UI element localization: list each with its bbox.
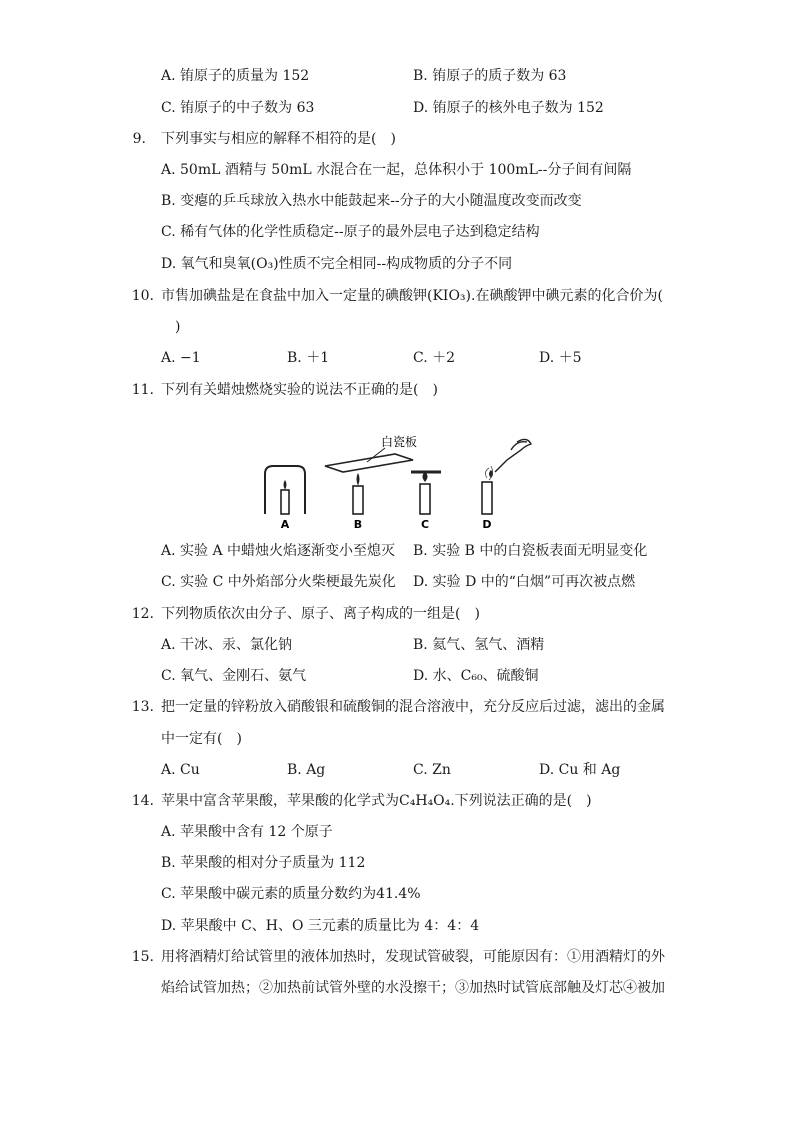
q9-option-c: C. 稀有气体的化学性质稳定--原子的最外层电子达到稳定结构 [161,224,540,240]
q8-option-c: C. 铕原子的中子数为 63 [161,100,315,116]
q9-number: 9. [132,131,146,147]
label-d: D [482,518,492,531]
q12-option-c: C. 氧气、金刚石、氨气 [161,668,307,684]
q10-option-a: A. −1 [161,350,201,366]
q10-option-c: C. ＋2 [413,350,456,366]
q13-number: 13. [131,699,154,715]
q11-option-a: A. 实验 A 中蜡烛火焰逐渐变小至熄灭 [161,543,396,559]
q13-option-c: C. Zn [413,762,451,778]
q9-option-d: D. 氧气和臭氧(O₃)性质不完全相同--构成物质的分子不同 [161,256,513,272]
q11-stem: 下列有关蜡烛燃烧实验的说法不正确的是( ) [161,382,438,398]
q11-option-d: D. 实验 D 中的“白烟”可再次被点燃 [413,574,636,590]
candle-experiment-figure [255,430,535,535]
q10-option-d: D. ＋5 [539,350,582,366]
q13-stem: 把一定量的锌粉放入硝酸银和硫酸铜的混合溶液中，充分反应后过滤，滤出的金属 [161,699,665,715]
q9-stem: 下列事实与相应的解释不相符的是( ) [161,131,396,147]
q14-option-c: C. 苹果酸中碳元素的质量分数约为41.4% [161,886,421,902]
q15-number: 15. [131,949,154,965]
plate-label: 白瓷板 [381,435,418,449]
q15-stem: 用将酒精灯给试管里的液体加热时，发现试管破裂，可能原因有：①用酒精灯的外 [161,949,665,965]
q8-option-d: D. 铕原子的核外电子数为 152 [413,100,604,116]
q8-option-b: B. 铕原子的质子数为 63 [413,68,567,84]
q13-option-d: D. Cu 和 Ag [539,762,621,778]
q10-option-b: B. ＋1 [287,350,330,366]
q10-number: 10. [131,288,154,304]
label-a: A [280,518,290,531]
q12-option-d: D. 水、C₆₀、硫酸铜 [413,668,539,684]
experiment-c [411,472,441,531]
experiment-d [482,439,531,531]
q12-number: 12. [131,606,154,622]
q14-option-a: A. 苹果酸中含有 12 个原子 [161,824,333,840]
label-c: C [420,518,430,531]
q14-option-b: B. 苹果酸的相对分子质量为 112 [161,855,366,871]
label-b: B [353,518,363,531]
q14-number: 14. [131,793,154,809]
q13-option-a: A. Cu [161,762,200,778]
q8-option-a: A. 铕原子的质量为 152 [161,68,310,84]
q9-option-b: B. 变瘪的乒乓球放入热水中能鼓起来--分子的大小随温度改变而改变 [161,193,582,209]
q10-stem: 市售加碘盐是在食盐中加入一定量的碘酸钾(KIO₃).在碘酸钾中碘元素的化合价为( [161,288,663,304]
q12-stem: 下列物质依次由分子、原子、离子构成的一组是( ) [161,606,480,622]
q10-stem-cont: ) [175,319,181,335]
experiment-a [265,466,305,531]
q13-option-b: B. Ag [287,762,326,778]
q14-stem: 苹果中富含苹果酸，苹果酸的化学式为C₄H₄O₄.下列说法正确的是( ) [161,793,592,809]
q12-option-b: B. 氦气、氢气、酒精 [413,637,545,653]
q13-stem-cont: 中一定有( ) [161,731,242,747]
q9-option-a: A. 50mL 酒精与 50mL 水混合在一起，总体积小于 100mL--分子间有间隔 [161,162,632,178]
q15-stem-cont: 焰给试管加热；②加热前试管外壁的水没擦干；③加热时试管底部触及灯芯④被加 [161,980,665,996]
q11-option-c: C. 实验 C 中外焰部分火柴梗最先炭化 [161,574,396,590]
q11-number: 11. [131,382,154,398]
q14-option-d: D. 苹果酸中 C、H、O 三元素的质量比为 4：4：4 [161,918,480,934]
q11-option-b: B. 实验 B 中的白瓷板表面无明显变化 [413,543,648,559]
q12-option-a: A. 干冰、汞、氯化钠 [161,637,293,653]
experiment-b [325,434,417,531]
